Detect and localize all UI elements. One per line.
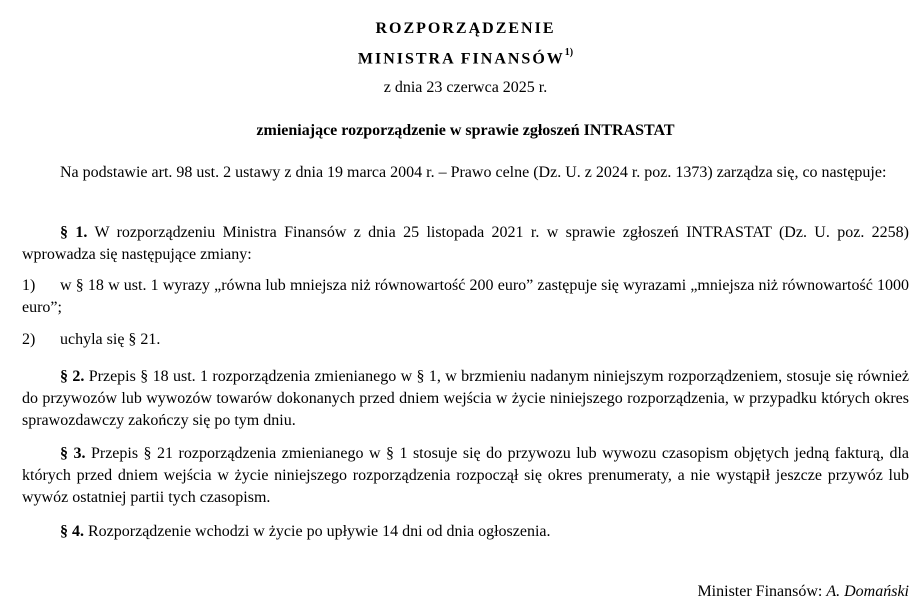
title-text-2: MINISTRA FINANSÓW (357, 50, 565, 68)
section-1-label: § 1. (60, 224, 88, 241)
list-item-text: uchyla się § 21. (60, 331, 161, 348)
section-3 (22, 443, 909, 509)
list-item (22, 329, 909, 351)
list-item-number: 1) (22, 277, 36, 294)
section-2-text: Przepis § 18 ust. 1 rozporządzenia zmienianego w § 1, w brzmieniu nadanym niniejszym rozporządzeniem, stosuje się również do przywozów lub wywozów towarów dokonanych przed dniem wejścia w życie niniejszego rozporządzenia, w przypadku których okres sprawozdawczy zakończy się po tym dniu. (22, 368, 910, 429)
list-item-number: 2) (22, 331, 36, 348)
section-3-text: Przepis § 21 rozporządzenia zmienianego w § 1 stosuje się do przywozu lub wywozu czasopism objętych jedną fakturą, dla których przed dniem wejścia w życie niniejszego rozporządzenia rozpoczął się okres prenumeraty, a nie wystąpił jeszcze przywóz lub wywóz ostatniej partii tych czasopism. (22, 445, 909, 506)
section-4 (22, 521, 909, 543)
list-item (22, 275, 909, 319)
section-1-text: W rozporządzeniu Ministra Finansów z dnia 25 listopada 2021 r. w sprawie zgłoszeń INTRASTAT (Dz. U. poz. 2258) wprowadza się następujące zmiany: (22, 224, 910, 263)
document-date: z dnia 23 czerwca 2025 r. (383, 79, 548, 96)
section-2 (22, 366, 909, 432)
section-1 (22, 222, 909, 266)
section-4-label: § 4. (60, 523, 84, 540)
document-title-line-2 (22, 42, 909, 72)
signature-block (697, 581, 909, 603)
signature-name: A. Domański (826, 583, 909, 600)
document-subject: zmieniające rozporządzenie w sprawie zgłoszeń INTRASTAT (256, 122, 675, 139)
title-text-1: ROZPORZĄDZENIE (375, 20, 556, 37)
intro-paragraph: Na podstawie art. 98 ust. 2 ustawy z dnia 19 marca 2004 r. – Prawo celne (Dz. U. z 2024 r. poz. 1373) zarządza się, co następuje: (60, 164, 887, 181)
section-2-label: § 2. (60, 368, 85, 385)
list-item-text: w § 18 w ust. 1 wyrazy „równa lub mniejsza niż równowartość 200 euro” zastępuje się wyrazami „mniejsza niż równowartość 1000 euro”; (22, 277, 909, 316)
signature-role: Minister Finansów: (697, 583, 823, 600)
footnote-mark: 1) (564, 47, 574, 58)
document-title-line-1 (22, 16, 909, 42)
section-3-label: § 3. (60, 445, 86, 462)
section-4-text: Rozporządzenie wchodzi w życie po upływie 14 dni od dnia ogłoszenia. (88, 523, 551, 540)
